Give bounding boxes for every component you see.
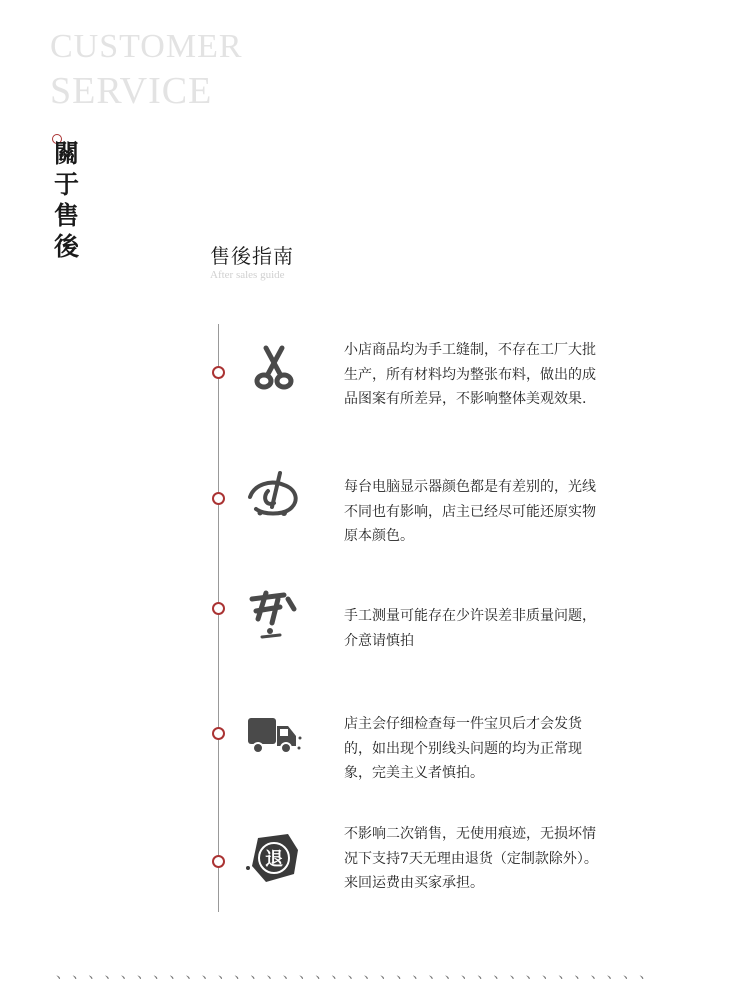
footer-dots: 、、、、、、、、、、、、、、、、、、、、、、、、、、、、、、、、、、、、、 <box>56 966 663 982</box>
monitor-color-icon <box>244 467 302 525</box>
timeline-dot <box>212 602 225 615</box>
header-line-1: CUSTOMER <box>50 28 243 65</box>
return-stamp-char: 退 <box>265 849 283 870</box>
return-stamp-icon <box>244 828 302 886</box>
measuring-icon <box>244 585 302 643</box>
timeline-line <box>218 324 219 912</box>
timeline-dot <box>212 727 225 740</box>
guide-subtitle: After sales guide <box>210 269 285 281</box>
scissors-icon <box>244 340 302 398</box>
side-title: 關于售後 <box>54 139 80 261</box>
timeline-dot <box>212 366 225 379</box>
guide-item-text: 小店商品均为手工缝制，不存在工厂大批生产，所有材料均为整张布料，做出的成品图案有所差异，不影响整体美观效果. <box>344 342 596 407</box>
delivery-truck-icon <box>244 708 302 766</box>
guide-item-text: 每台电脑显示器颜色都是有差别的，光线不同也有影响，店主已经尽可能还原实物原本颜色。 <box>344 479 596 544</box>
timeline-dot <box>212 492 225 505</box>
timeline-dot <box>212 855 225 868</box>
guide-title: 售後指南 <box>210 244 294 268</box>
header-line-2: SERVICE <box>50 70 213 112</box>
guide-item-text: 不影响二次销售，无使用痕迹，无损坏情况下支持7天无理由退货（定制款除外）。来回运费由买家承担。 <box>344 826 598 891</box>
guide-item-text: 店主会仔细检查每一件宝贝后才会发货的，如出现个别线头问题的均为正常现象，完美主义者慎拍。 <box>344 716 582 781</box>
guide-item-text: 手工测量可能存在少许误差非质量问题，介意请慎拍 <box>344 608 596 649</box>
